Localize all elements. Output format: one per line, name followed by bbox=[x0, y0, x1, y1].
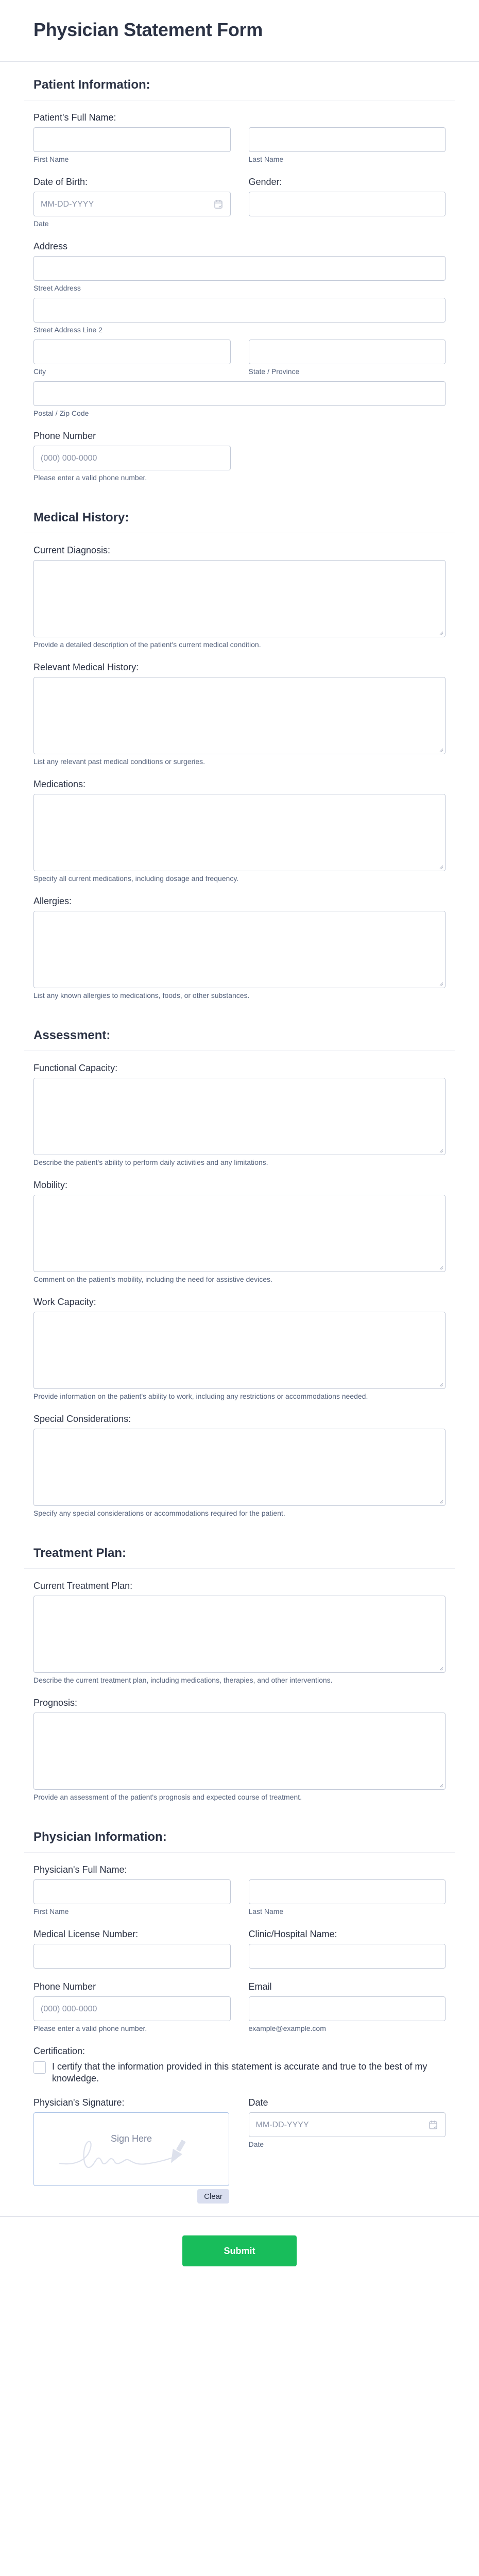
section-medical-history bbox=[24, 495, 455, 533]
section-treatment-plan bbox=[24, 1530, 455, 1569]
certification-label: Certification: bbox=[33, 2046, 85, 2056]
section-physician bbox=[24, 1814, 455, 1853]
section-heading-assessment: Assessment: bbox=[33, 1028, 111, 1042]
physician-phone-input[interactable] bbox=[33, 1996, 231, 2021]
clinic-name-label: Clinic/Hospital Name: bbox=[248, 1929, 337, 1939]
section-assessment bbox=[24, 1012, 455, 1051]
gender-input[interactable] bbox=[249, 192, 446, 216]
physician-full-name-label: Physician's Full Name: bbox=[33, 1865, 127, 1875]
special-considerations-sublabel: Specify any special considerations or accommodations required for the patient. bbox=[33, 1509, 285, 1517]
resize-handle-icon[interactable] bbox=[439, 982, 443, 986]
mobility-field bbox=[33, 1179, 446, 1284]
patient-phone-input[interactable] bbox=[33, 446, 231, 470]
mobility-sublabel: Comment on the patient's mobility, including the need for assistive devices. bbox=[33, 1275, 272, 1283]
work-capacity-label: Work Capacity: bbox=[33, 1297, 96, 1307]
email-label: Email bbox=[248, 1981, 272, 1992]
allergies-field bbox=[33, 895, 446, 1000]
calendar-icon[interactable] bbox=[429, 2120, 437, 2129]
section-heading-treatment-plan: Treatment Plan: bbox=[33, 1546, 127, 1560]
current-treatment-plan-sublabel: Describe the current treatment plan, including medications, therapies, and other interventions. bbox=[33, 1676, 333, 1684]
current-treatment-plan-label: Current Treatment Plan: bbox=[33, 1581, 133, 1591]
state-input[interactable] bbox=[249, 340, 446, 364]
resize-handle-icon[interactable] bbox=[439, 1266, 443, 1270]
medications-field bbox=[33, 778, 446, 883]
resize-handle-icon[interactable] bbox=[439, 748, 443, 752]
patient-phone-sublabel: Please enter a valid phone number. bbox=[33, 473, 147, 482]
license-number-label: Medical License Number: bbox=[33, 1929, 139, 1939]
physician-first-name-sublabel: First Name bbox=[33, 1907, 69, 1916]
work-capacity-textarea[interactable] bbox=[33, 1312, 446, 1389]
patient-full-name-field bbox=[33, 112, 446, 164]
medical-history-field bbox=[33, 662, 446, 766]
phone-placeholder: (000) 000-0000 bbox=[41, 2005, 97, 2013]
dob-sublabel: Date bbox=[33, 219, 49, 228]
phone-email-row bbox=[33, 1981, 446, 2033]
medical-history-textarea[interactable] bbox=[33, 677, 446, 754]
patient-phone-field bbox=[33, 430, 446, 482]
city-sublabel: City bbox=[33, 367, 46, 376]
special-considerations-field bbox=[33, 1413, 446, 1518]
dob-gender-row bbox=[33, 176, 446, 228]
resize-handle-icon[interactable] bbox=[439, 1383, 443, 1387]
date-placeholder: MM-DD-YYYY bbox=[255, 2121, 309, 2129]
signature-label: Physician's Signature: bbox=[33, 2097, 125, 2108]
city-input[interactable] bbox=[33, 340, 231, 364]
special-considerations-label: Special Considerations: bbox=[33, 1414, 131, 1424]
dob-placeholder: MM-DD-YYYY bbox=[41, 200, 94, 209]
patient-phone-label: Phone Number bbox=[33, 431, 96, 441]
work-capacity-sublabel: Provide information on the patient's ability to work, including any restrictions or accommodations needed. bbox=[33, 1392, 368, 1400]
functional-capacity-field bbox=[33, 1062, 446, 1167]
prognosis-label: Prognosis: bbox=[33, 1698, 78, 1708]
allergies-textarea[interactable] bbox=[33, 911, 446, 988]
signature-date-row bbox=[33, 2097, 446, 2204]
current-treatment-plan-field bbox=[33, 1580, 446, 1685]
medical-history-label: Relevant Medical History: bbox=[33, 662, 139, 672]
certification-checkbox[interactable] bbox=[33, 2061, 46, 2074]
physician-last-name-sublabel: Last Name bbox=[248, 1907, 284, 1916]
patient-first-name-input[interactable] bbox=[33, 127, 231, 152]
email-input[interactable] bbox=[249, 1996, 446, 2021]
address-field bbox=[33, 241, 446, 418]
form-content bbox=[0, 62, 479, 2204]
postal-code-sublabel: Postal / Zip Code bbox=[33, 409, 89, 417]
form-title: Physician Statement Form bbox=[33, 19, 263, 40]
street-address-line2-sublabel: Street Address Line 2 bbox=[33, 326, 102, 334]
street-address-line2-input[interactable] bbox=[33, 298, 446, 323]
license-number-input[interactable] bbox=[33, 1944, 231, 1969]
current-diagnosis-sublabel: Provide a detailed description of the patient's current medical condition. bbox=[33, 640, 261, 649]
prognosis-field bbox=[33, 1697, 446, 1802]
current-diagnosis-label: Current Diagnosis: bbox=[33, 545, 111, 555]
patient-last-name-input[interactable] bbox=[249, 127, 446, 152]
physician-full-name-field bbox=[33, 1864, 446, 1916]
section-divider bbox=[24, 1050, 455, 1051]
license-clinic-row bbox=[33, 1928, 446, 1969]
resize-handle-icon[interactable] bbox=[439, 1667, 443, 1671]
section-divider bbox=[24, 1852, 455, 1853]
functional-capacity-textarea[interactable] bbox=[33, 1078, 446, 1155]
signature-date-input[interactable] bbox=[249, 2112, 446, 2137]
postal-code-input[interactable] bbox=[33, 381, 446, 406]
medications-sublabel: Specify all current medications, including dosage and frequency. bbox=[33, 874, 239, 883]
physician-last-name-input[interactable] bbox=[249, 1879, 446, 1904]
clear-signature-button[interactable]: Clear bbox=[197, 2189, 229, 2204]
prognosis-sublabel: Provide an assessment of the patient's prognosis and expected course of treatment. bbox=[33, 1793, 302, 1801]
email-sublabel: example@example.com bbox=[248, 2024, 326, 2032]
first-name-sublabel: First Name bbox=[33, 155, 69, 163]
section-heading-physician: Physician Information: bbox=[33, 1830, 167, 1844]
allergies-label: Allergies: bbox=[33, 896, 72, 906]
section-heading-patient: Patient Information: bbox=[33, 78, 150, 92]
physician-phone-label: Phone Number bbox=[33, 1981, 96, 1992]
section-divider bbox=[24, 1568, 455, 1569]
form-footer bbox=[0, 2216, 479, 2287]
medications-label: Medications: bbox=[33, 779, 86, 789]
last-name-sublabel: Last Name bbox=[248, 155, 284, 163]
certification-field bbox=[33, 2045, 446, 2084]
current-diagnosis-field bbox=[33, 545, 446, 649]
resize-handle-icon[interactable] bbox=[439, 631, 443, 635]
section-heading-medical-history: Medical History: bbox=[33, 511, 129, 524]
phone-placeholder: (000) 000-0000 bbox=[41, 454, 97, 463]
physician-phone-sublabel: Please enter a valid phone number. bbox=[33, 2024, 147, 2032]
address-label: Address bbox=[33, 241, 68, 251]
signature-date-sublabel: Date bbox=[248, 2140, 264, 2148]
resize-handle-icon[interactable] bbox=[439, 1784, 443, 1788]
sign-here-placeholder: Sign Here bbox=[110, 2133, 152, 2144]
clinic-name-input[interactable] bbox=[249, 1944, 446, 1969]
street-address-sublabel: Street Address bbox=[33, 284, 81, 292]
functional-capacity-label: Functional Capacity: bbox=[33, 1063, 118, 1073]
section-patient bbox=[24, 62, 455, 100]
patient-full-name-label: Patient's Full Name: bbox=[33, 112, 116, 123]
certification-text: I certify that the information provided in this statement is accurate and true to the best of my knowledge. bbox=[52, 2061, 427, 2083]
resize-handle-icon[interactable] bbox=[439, 1149, 443, 1153]
calendar-icon[interactable] bbox=[214, 199, 223, 209]
prognosis-textarea[interactable] bbox=[33, 1713, 446, 1790]
dob-input[interactable] bbox=[33, 192, 231, 216]
medical-history-sublabel: List any relevant past medical conditions or surgeries. bbox=[33, 757, 206, 766]
allergies-sublabel: List any known allergies to medications, foods, or other substances. bbox=[33, 991, 250, 999]
state-sublabel: State / Province bbox=[248, 367, 300, 376]
date-label: Date bbox=[248, 2097, 268, 2108]
resize-handle-icon[interactable] bbox=[439, 865, 443, 869]
mobility-textarea[interactable] bbox=[33, 1195, 446, 1272]
mobility-label: Mobility: bbox=[33, 1180, 68, 1190]
dob-label: Date of Birth: bbox=[33, 177, 88, 187]
form-header bbox=[0, 0, 479, 62]
submit-button[interactable]: Submit bbox=[182, 2235, 297, 2266]
medications-textarea[interactable] bbox=[33, 794, 446, 871]
current-diagnosis-textarea[interactable] bbox=[33, 560, 446, 637]
special-considerations-textarea[interactable] bbox=[33, 1429, 446, 1506]
work-capacity-field bbox=[33, 1296, 446, 1401]
current-treatment-plan-textarea[interactable] bbox=[33, 1596, 446, 1673]
physician-first-name-input[interactable] bbox=[33, 1879, 231, 1904]
signature-pen-icon bbox=[57, 2133, 207, 2175]
signature-pad[interactable] bbox=[33, 2112, 229, 2186]
gender-label: Gender: bbox=[248, 177, 282, 187]
resize-handle-icon[interactable] bbox=[439, 1500, 443, 1504]
functional-capacity-sublabel: Describe the patient's ability to perform daily activities and any limitations. bbox=[33, 1158, 268, 1166]
street-address-input[interactable] bbox=[33, 256, 446, 281]
